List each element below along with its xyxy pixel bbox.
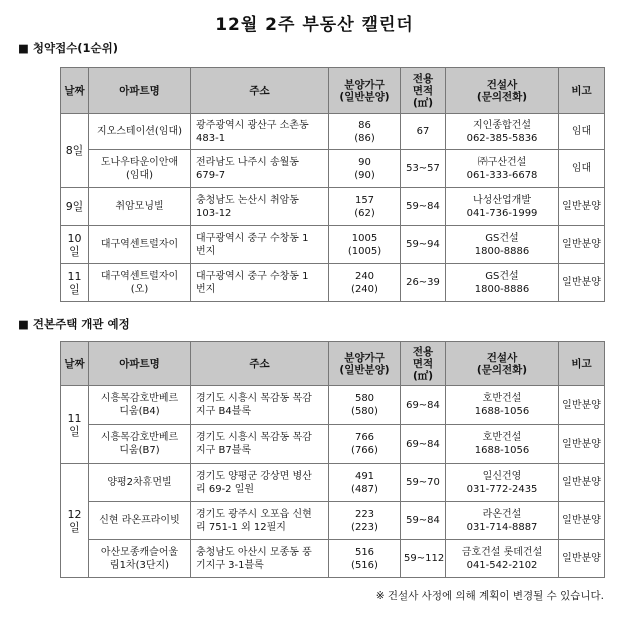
apartment-cell: 취암모닝빌: [89, 188, 191, 226]
header-builder: 건설사 (문의전화): [446, 68, 559, 114]
note-cell: 일반분양: [559, 540, 605, 578]
header-area: 전용 면적 (㎡): [401, 342, 446, 386]
builder-cell: 일신건영 031-772-2435: [446, 464, 559, 502]
apartment-cell: 신현 라온프라이빗: [89, 502, 191, 540]
footnote: ※ 건설사 사정에 의해 계획이 변경될 수 있습니다.: [375, 590, 604, 602]
apartment-cell: 시흥목감호반베르 디움(B7): [89, 425, 191, 464]
table-header-row: [61, 68, 605, 114]
table-row: [61, 114, 605, 150]
builder-cell: 금호건설 롯데건설 041-542-2102: [446, 540, 559, 578]
header-address: 주소: [191, 342, 329, 386]
area-cell: 53~57: [401, 150, 446, 188]
address-cell: 대구광역시 중구 수창동 1 번지: [191, 226, 329, 264]
builder-cell: GS건설 1800-8886: [446, 226, 559, 264]
note-cell: 임대: [559, 114, 605, 150]
area-cell: 67: [401, 114, 446, 150]
units-cell: 86 (86): [329, 114, 401, 150]
area-cell: 59~84: [401, 188, 446, 226]
address-cell: 경기도 양평군 강상면 병산 리 69-2 일원: [191, 464, 329, 502]
area-cell: 59~112: [401, 540, 446, 578]
units-cell: 240 (240): [329, 264, 401, 302]
area-cell: 69~84: [401, 425, 446, 464]
page-title: 12월 2주 부동산 캘린더: [215, 15, 414, 35]
area-cell: 59~84: [401, 502, 446, 540]
section-title-subscription: ■ 청약접수(1순위): [18, 41, 119, 55]
date-cell: 8일: [61, 114, 89, 188]
header-units: 분양가구 (일반분양): [329, 342, 401, 386]
area-cell: 59~70: [401, 464, 446, 502]
apartment-cell: 시흥목감호반베르 디움(B4): [89, 386, 191, 425]
table-row: [61, 464, 605, 502]
builder-cell: GS건설 1800-8886: [446, 264, 559, 302]
section-title-model-house: ■ 견본주택 개관 예정: [18, 317, 130, 331]
date-cell: 10일: [61, 226, 89, 264]
address-cell: 대구광역시 중구 수창동 1 번지: [191, 264, 329, 302]
units-cell: 491 (487): [329, 464, 401, 502]
header-apartment: 아파트명: [89, 68, 191, 114]
address-cell: 충청남도 아산시 모종동 풍 기지구 3-1블록: [191, 540, 329, 578]
note-cell: 임대: [559, 150, 605, 188]
apartment-cell: 대구역센트럴자이 (오): [89, 264, 191, 302]
units-cell: 223 (223): [329, 502, 401, 540]
model-house-table: [60, 341, 605, 578]
units-cell: 157 (62): [329, 188, 401, 226]
table-header-row: [61, 342, 605, 386]
note-cell: 일반분양: [559, 425, 605, 464]
note-cell: 일반분양: [559, 386, 605, 425]
table-row: [61, 150, 605, 188]
apartment-cell: 양평2차휴먼빌: [89, 464, 191, 502]
note-cell: 일반분양: [559, 226, 605, 264]
table-row: [61, 386, 605, 425]
header-area: 전용 면적 (㎡): [401, 68, 446, 114]
header-units: 분양가구 (일반분양): [329, 68, 401, 114]
builder-cell: ㈜구산건설 061-333-6678: [446, 150, 559, 188]
date-cell: 12일: [61, 464, 89, 578]
table-row: [61, 540, 605, 578]
address-cell: 전라남도 나주시 송월동 679-7: [191, 150, 329, 188]
builder-cell: 나성산업개발 041-736-1999: [446, 188, 559, 226]
table-row: [61, 188, 605, 226]
subscription-table: [60, 67, 605, 302]
date-cell: 9일: [61, 188, 89, 226]
date-cell: 11일: [61, 264, 89, 302]
date-cell: 11일: [61, 386, 89, 464]
table-row: [61, 425, 605, 464]
apartment-cell: 도나우타운이안애 (임대): [89, 150, 191, 188]
apartment-cell: 지오스테이션(임대): [89, 114, 191, 150]
header-note: 비고: [559, 68, 605, 114]
note-cell: 일반분양: [559, 464, 605, 502]
header-builder: 건설사 (문의전화): [446, 342, 559, 386]
header-apartment: 아파트명: [89, 342, 191, 386]
builder-cell: 호반건설 1688-1056: [446, 425, 559, 464]
address-cell: 경기도 시흥시 목감동 목감 지구 B7블록: [191, 425, 329, 464]
header-address: 주소: [191, 68, 329, 114]
table-row: [61, 264, 605, 302]
table-row: [61, 226, 605, 264]
note-cell: 일반분양: [559, 188, 605, 226]
address-cell: 경기도 광주시 오포읍 신현 리 751-1 외 12필지: [191, 502, 329, 540]
area-cell: 26~39: [401, 264, 446, 302]
area-cell: 69~84: [401, 386, 446, 425]
table-row: [61, 502, 605, 540]
note-cell: 일반분양: [559, 264, 605, 302]
units-cell: 766 (766): [329, 425, 401, 464]
units-cell: 90 (90): [329, 150, 401, 188]
address-cell: 광주광역시 광산구 소촌동 483-1: [191, 114, 329, 150]
address-cell: 충청남도 논산시 취암동 103-12: [191, 188, 329, 226]
header-date: 날짜: [61, 342, 89, 386]
units-cell: 1005 (1005): [329, 226, 401, 264]
builder-cell: 호반건설 1688-1056: [446, 386, 559, 425]
apartment-cell: 아산모종캐슬어울 림1차(3단지): [89, 540, 191, 578]
header-note: 비고: [559, 342, 605, 386]
apartment-cell: 대구역센트럴자이: [89, 226, 191, 264]
units-cell: 516 (516): [329, 540, 401, 578]
area-cell: 59~94: [401, 226, 446, 264]
builder-cell: 라온건설 031-714-8887: [446, 502, 559, 540]
note-cell: 일반분양: [559, 502, 605, 540]
builder-cell: 지인종합건설 062-385-5836: [446, 114, 559, 150]
address-cell: 경기도 시흥시 목감동 목감 지구 B4블록: [191, 386, 329, 425]
header-date: 날짜: [61, 68, 89, 114]
units-cell: 580 (580): [329, 386, 401, 425]
